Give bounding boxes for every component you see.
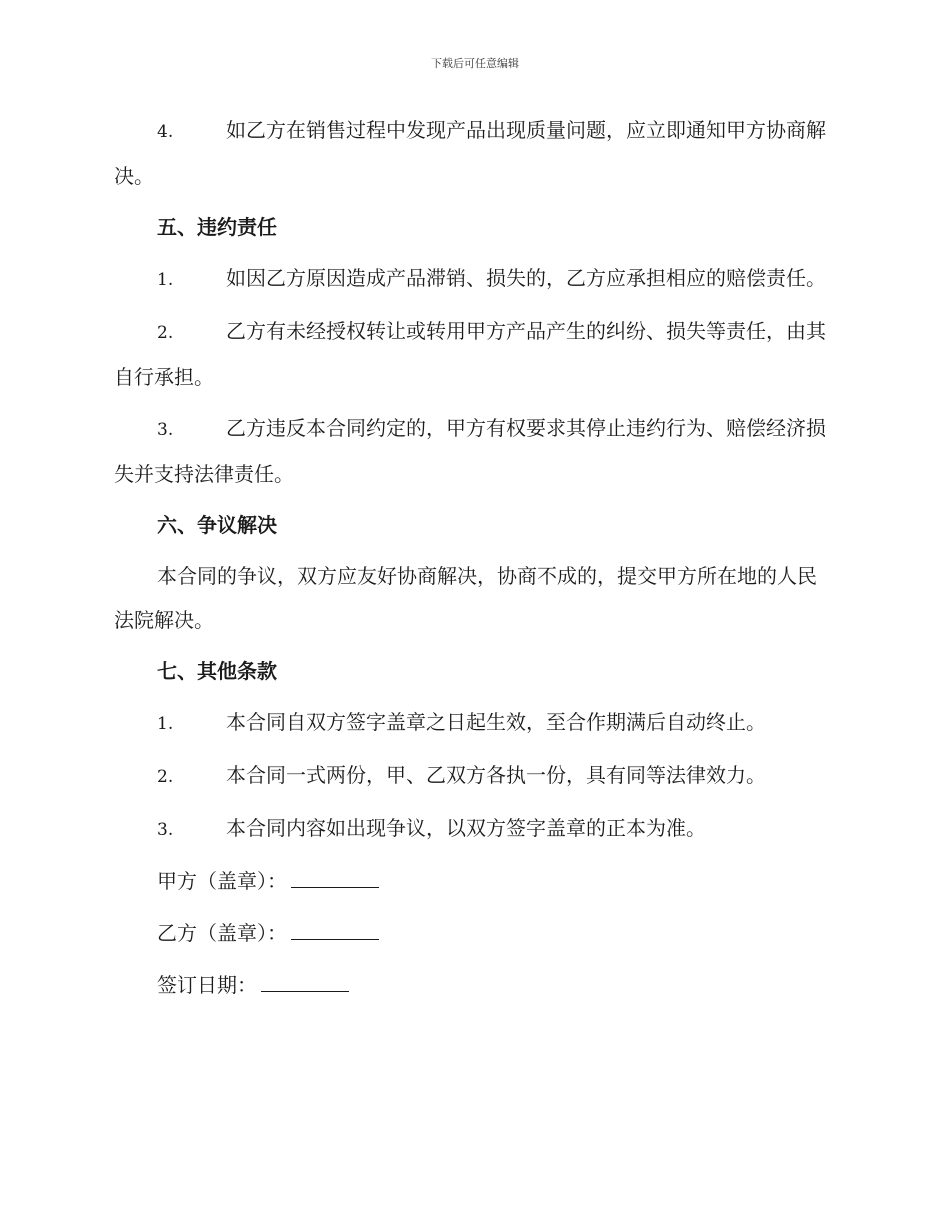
party-a-label: 甲方（盖章）： (157, 869, 287, 893)
dispute-paragraph: 本合同的争议，双方应友好协商解决，协商不成的，提交甲方所在地的人民法院解决。 (114, 564, 817, 632)
party-b-label: 乙方（盖章）： (157, 921, 287, 945)
clause-text: 本合同自双方签字盖章之日起生效，至合作期满后自动终止。 (226, 710, 766, 734)
clause-number: 1. (157, 270, 174, 290)
clause-text: 乙方违反本合同约定的，甲方有权要求其停止违约行为、赔偿经济损失并支持法律责任。 (114, 416, 826, 486)
breach-clause-2 (114, 309, 832, 399)
clause-text: 乙方有未经授权转让或转用甲方产品产生的纠纷、损失等责任，由其自行承担。 (114, 319, 826, 389)
section-heading-dispute: 六、争议解决 (157, 513, 277, 537)
clause-number: 3. (157, 820, 174, 840)
clause-number: 1. (157, 714, 174, 734)
section-heading-breach: 五、违约责任 (157, 215, 277, 239)
party-b-signature (114, 911, 832, 955)
party-a-blank-line (291, 873, 379, 888)
page-header: 下载后可任意编辑 (431, 57, 519, 70)
clause-4 (114, 108, 832, 198)
section-heading-other: 七、其他条款 (157, 659, 277, 683)
clause-number: 2. (157, 323, 174, 343)
party-b-blank-line (291, 925, 379, 940)
other-clause-2 (114, 753, 832, 799)
sign-date-blank-line (261, 977, 349, 992)
other-clause-3 (114, 806, 832, 852)
sign-date-label: 签订日期： (157, 973, 257, 997)
clause-number: 3. (157, 420, 174, 440)
other-clause-1 (114, 700, 832, 746)
breach-clause-3 (114, 406, 832, 496)
clause-number: 4. (157, 122, 174, 142)
clause-text: 本合同内容如出现争议，以双方签字盖章的正本为准。 (226, 816, 706, 840)
clause-text: 本合同一式两份，甲、乙双方各执一份，具有同等法律效力。 (226, 763, 766, 787)
clause-text: 如因乙方原因造成产品滞销、损失的，乙方应承担相应的赔偿责任。 (226, 266, 826, 290)
document-body (114, 108, 832, 1015)
clause-text: 如乙方在销售过程中发现产品出现质量问题，应立即通知甲方协商解决。 (114, 118, 826, 188)
party-a-signature (114, 859, 832, 903)
clause-number: 2. (157, 767, 174, 787)
breach-clause-1 (114, 256, 832, 302)
sign-date (114, 963, 832, 1007)
